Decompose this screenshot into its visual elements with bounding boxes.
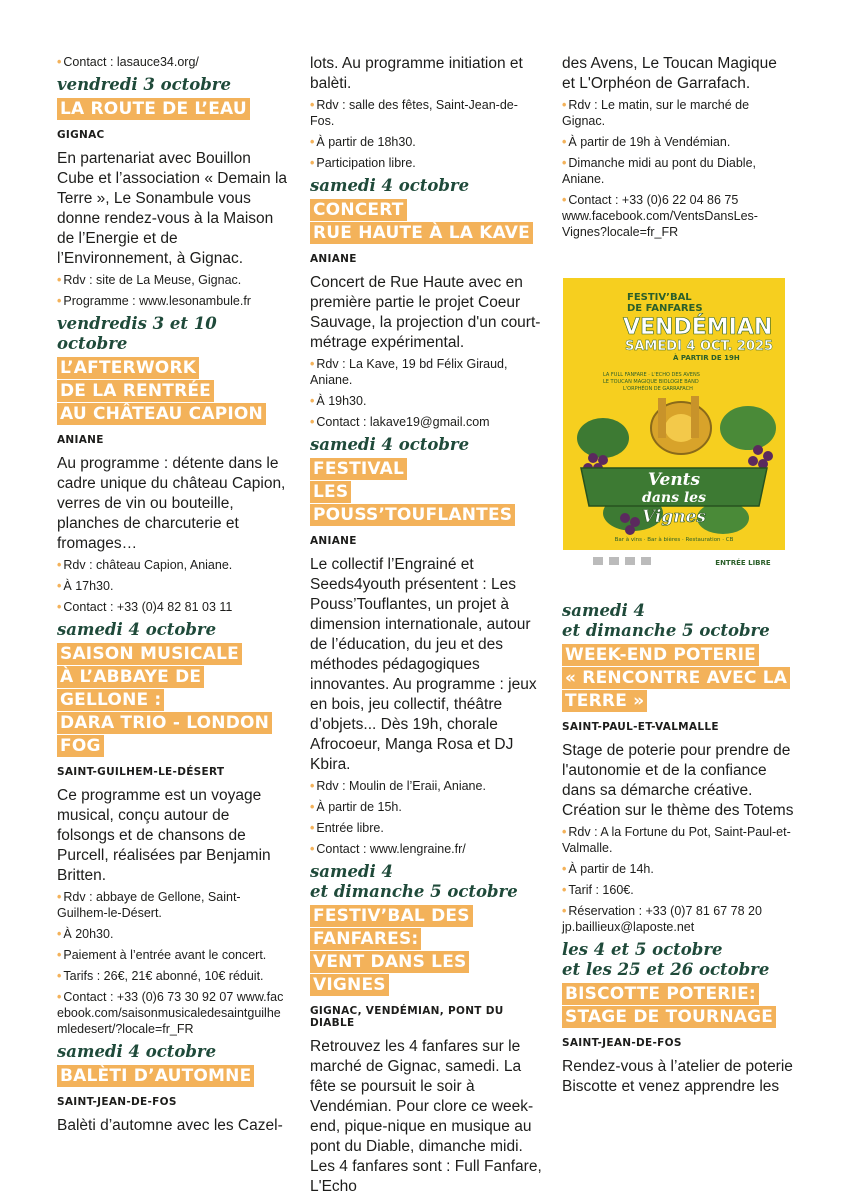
event-title: L’AFTERWORK DE LA RENTRÉE AU CHÂTEAU CAPION bbox=[57, 357, 289, 426]
column-3-lower bbox=[562, 600, 794, 1100]
event-info: • Contact : +33 (0)6 73 30 92 07 www.facebook.com/saisonmusicaledesaintguilhemledesert/?locale=fr_FR bbox=[57, 990, 284, 1036]
event-info: • Dimanche midi au pont du Diable, Aniane. bbox=[562, 156, 756, 186]
event-info: • À 19h30. bbox=[310, 394, 367, 408]
event-place: ANIANE bbox=[57, 434, 104, 446]
event-title: BISCOTTE POTERIE: STAGE DE TOURNAGE bbox=[562, 983, 794, 1029]
event-info: • À partir de 19h à Vendémian. bbox=[562, 135, 731, 149]
event-title: LA ROUTE DE L’EAU bbox=[57, 98, 289, 121]
column-3 bbox=[562, 54, 794, 245]
festival-poster bbox=[563, 278, 785, 574]
continued-text: des Avens, Le Toucan Magique et L'Orphéon de Garrafach. bbox=[562, 55, 777, 92]
event-date: samedi 4 et dimanche 5 octobre bbox=[562, 601, 770, 640]
poster-bands-3: L'ORPHÉON DE GARRAFACH bbox=[623, 386, 693, 392]
event-description: Ce programme est un voyage musical, conçu autour de folsongs et de chansons de Purcell, réalisées par Benjamin Britten. bbox=[57, 787, 271, 884]
event-info: • À partir de 15h. bbox=[310, 800, 402, 814]
poster-entry: ENTRÉE LIBRE bbox=[715, 559, 771, 567]
event-place: SAINT-JEAN-DE-FOS bbox=[562, 1037, 682, 1049]
event-title: FESTIV’BAL DES FANFARES: VENT DANS LES VIGNES bbox=[310, 905, 542, 997]
event-info: • Rdv : site de La Meuse, Gignac. bbox=[57, 273, 242, 287]
event-info: • Contact : +33 (0)6 22 04 86 75 www.facebook.com/VentsDansLes-Vignes?locale=fr_FR bbox=[562, 193, 758, 239]
event-info: • À 17h30. bbox=[57, 579, 114, 593]
event-date: samedi 4 octobre bbox=[57, 1042, 217, 1061]
event-place: SAINT-GUILHEM-LE-DÉSERT bbox=[57, 766, 225, 778]
event-info: • Contact : www.lengraine.fr/ bbox=[310, 842, 466, 856]
event-description: En partenariat avec Bouillon Cube et l’association « Demain la Terre », Le Sonambule vous donne rendez-vous à la Maison de l’Energie et de l’Environnement, à Gignac. bbox=[57, 150, 288, 267]
event-info: • Rdv : Le matin, sur le marché de Gignac. bbox=[562, 98, 750, 128]
contact-line: • Contact : lasauce34.org/ bbox=[57, 55, 199, 69]
event-info: • Programme : www.lesonambule.fr bbox=[57, 294, 251, 308]
poster-time: À PARTIR DE 19H bbox=[673, 354, 740, 362]
event-description: Stage de poterie pour prendre de l'autonomie et de la confiance dans sa démarche créative. Création sur le thème des Totems bbox=[562, 742, 794, 819]
continued-text: lots. Au programme initiation et balèti. bbox=[310, 55, 523, 92]
event-info: • Rdv : Moulin de l’Eraii, Aniane. bbox=[310, 779, 486, 793]
event-info: • Tarifs : 26€, 21€ abonné, 10€ réduit. bbox=[57, 969, 264, 983]
event-date: les 4 et 5 octobre et les 25 et 26 octobre bbox=[562, 940, 770, 979]
event-info: • Contact : lakave19@gmail.com bbox=[310, 415, 490, 429]
event-place: GIGNAC, VENDÉMIAN, PONT DU DIABLE bbox=[310, 1005, 504, 1029]
poster-bands-2: LE TOUCAN MAGIQUE BIOLOGIE BAND bbox=[603, 379, 699, 385]
event-info: • Rdv : château Capion, Aniane. bbox=[57, 558, 233, 572]
event-description: Concert de Rue Haute avec en première partie le projet Coeur Sauvage, la projection d'un court-métrage expérimental. bbox=[310, 274, 541, 351]
event-info: • Participation libre. bbox=[310, 156, 416, 170]
event-date: samedi 4 et dimanche 5 octobre bbox=[310, 862, 518, 901]
event-description: Balèti d’automne avec les Cazel- bbox=[57, 1117, 283, 1134]
poster-top-2: DE FANFARES bbox=[627, 303, 703, 314]
event-title: BALÈTI D’AUTOMNE bbox=[57, 1065, 289, 1088]
poster-date: SAMEDI 4 OCT. 2025 bbox=[625, 339, 774, 354]
poster-footer: Bar à vins · Bar à bières · Restauration · CB bbox=[614, 537, 734, 543]
event-title: WEEK-END POTERIE « RENCONTRE AVEC LA TERRE » bbox=[562, 644, 794, 713]
event-info: • Entrée libre. bbox=[310, 821, 384, 835]
event-info: • Rdv : abbaye de Gellone, Saint-Guilhem-le-Désert. bbox=[57, 890, 241, 920]
event-info: • À 20h30. bbox=[57, 927, 114, 941]
event-date: vendredi 3 octobre bbox=[57, 75, 231, 94]
event-info: • À partir de 14h. bbox=[562, 862, 654, 876]
event-description: Au programme : détente dans le cadre unique du château Capion, verres de vin ou bouteille, planches de charcuterie et fromages… bbox=[57, 455, 286, 552]
event-info: • Rdv : La Kave, 19 bd Félix Giraud, Aniane. bbox=[310, 357, 508, 387]
event-info: • Contact : +33 (0)4 82 81 03 11 bbox=[57, 600, 233, 614]
event-place: ANIANE bbox=[310, 253, 357, 265]
event-info: • Rdv : salle des fêtes, Saint-Jean-de-Fos. bbox=[310, 98, 518, 128]
event-title: CONCERT RUE HAUTE À LA KAVE bbox=[310, 199, 542, 245]
poster-banner-3: Vignes bbox=[642, 507, 706, 527]
poster-bands-1: LA FULL FANFARE · L'ECHO DES AVENS bbox=[603, 372, 700, 378]
event-info: • Tarif : 160€. bbox=[562, 883, 634, 897]
poster-banner-2: dans les bbox=[642, 490, 706, 506]
event-info: • Paiement à l’entrée avant le concert. bbox=[57, 948, 267, 962]
event-date: samedi 4 octobre bbox=[310, 435, 470, 454]
event-info: • À partir de 18h30. bbox=[310, 135, 416, 149]
event-date: samedi 4 octobre bbox=[57, 620, 217, 639]
event-title: FESTIVAL LES POUSS’TOUFLANTES bbox=[310, 458, 542, 527]
event-place: ANIANE bbox=[310, 535, 357, 547]
poster-artwork bbox=[563, 278, 785, 574]
event-place: GIGNAC bbox=[57, 129, 105, 141]
event-description: Le collectif l’Engrainé et Seeds4youth présentent : Les Pouss’Touflantes, un projet à dimension internationale, autour de l’éducation, du jeu et des méthodes pédagogiques innovantes. Au programme : jeux en bois, jeu collectif, théâtre d’objets... Dès 19h, chorale Afrocoeur, Manga Rosa et DJ Kbira. bbox=[310, 556, 537, 773]
event-place: SAINT-JEAN-DE-FOS bbox=[57, 1096, 177, 1108]
event-info: • Réservation : +33 (0)7 81 67 78 20 jp.baillieux@laposte.net bbox=[562, 904, 762, 934]
event-description: Rendez-vous à l’atelier de poterie Biscotte et venez apprendre les bbox=[562, 1058, 793, 1095]
poster-town: VENDÉMIAN bbox=[623, 315, 773, 340]
event-info: • Rdv : A la Fortune du Pot, Saint-Paul-et-Valmalle. bbox=[562, 825, 791, 855]
poster-banner-1: Vents bbox=[647, 470, 701, 490]
event-date: samedi 4 octobre bbox=[310, 176, 470, 195]
column-2 bbox=[310, 54, 542, 1200]
column-1 bbox=[57, 54, 289, 1139]
event-place: SAINT-PAUL-ET-VALMALLE bbox=[562, 721, 719, 733]
event-title: SAISON MUSICALE À L’ABBAYE DE GELLONE : DARA TRIO - LONDON FOG bbox=[57, 643, 289, 758]
event-description: Retrouvez les 4 fanfares sur le marché de Gignac, samedi. La fête se poursuit le soir à Vendémian. Pour clore ce week-end, pique-nique en musique au pont du Diable, dimanche midi. Les 4 fanfares sont : Full Fanfare, L'Echo bbox=[310, 1038, 542, 1195]
poster-top-1: FESTIV’BAL bbox=[627, 292, 692, 303]
event-date: vendredis 3 et 10 octobre bbox=[57, 314, 217, 353]
